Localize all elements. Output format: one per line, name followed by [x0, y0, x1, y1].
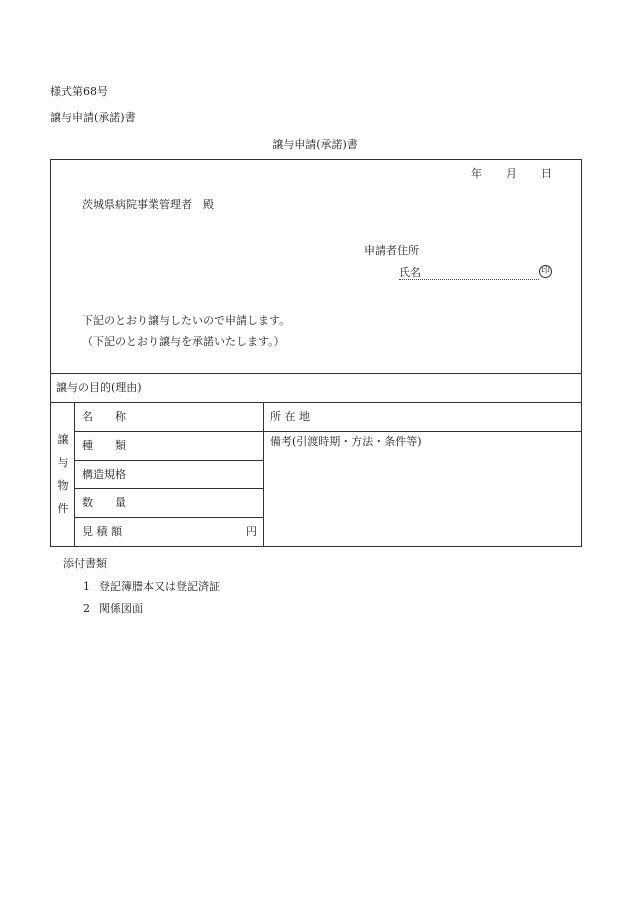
- attachments-title: 添付書類: [63, 557, 107, 570]
- applicant-address-label: 申請者住所: [364, 244, 419, 257]
- attachment-num: 1: [83, 580, 90, 593]
- center-title: 譲与申請(承諾)書: [272, 138, 358, 151]
- row-quantity-label: 数 量: [82, 496, 126, 509]
- applicant-name-label: 氏名: [399, 266, 421, 279]
- date-year: 年: [471, 167, 482, 180]
- header-title: 譲与申請(承諾)書: [50, 111, 136, 124]
- side-char: 与: [57, 456, 69, 469]
- statement: 下記のとおり譲与したいので申請します。: [82, 314, 291, 327]
- row-name-label: 名 称: [82, 410, 126, 423]
- date-day: 日: [541, 167, 552, 180]
- side-char: 譲: [57, 433, 69, 446]
- purpose-label: 譲与の目的(理由): [56, 381, 142, 394]
- attachment-text: 登記簿謄本又は登記済証: [99, 580, 220, 593]
- side-char: 物: [57, 479, 69, 492]
- addressee: 茨城県病院事業管理者 殿: [82, 198, 214, 211]
- statement-alt: （下記のとおり譲与を承諾いたします。）: [82, 335, 285, 348]
- location-label: 所 在 地: [270, 410, 310, 423]
- seal-mark: 印: [540, 266, 550, 276]
- date-month: 月: [506, 167, 517, 180]
- side-char: 件: [57, 502, 69, 515]
- row-structure-label: 構造規格: [82, 468, 126, 481]
- row-type-label: 種 類: [82, 439, 126, 452]
- amount-unit: 円: [246, 525, 257, 538]
- row-estimate-label: 見 積 額: [82, 525, 122, 538]
- remarks-label: 備考(引渡時期・方法・条件等): [270, 435, 422, 448]
- attachment-num: 2: [83, 602, 90, 615]
- attachment-text: 関係図面: [99, 602, 143, 615]
- name-signature-line[interactable]: [399, 279, 539, 280]
- form-number: 様式第68号: [50, 85, 108, 98]
